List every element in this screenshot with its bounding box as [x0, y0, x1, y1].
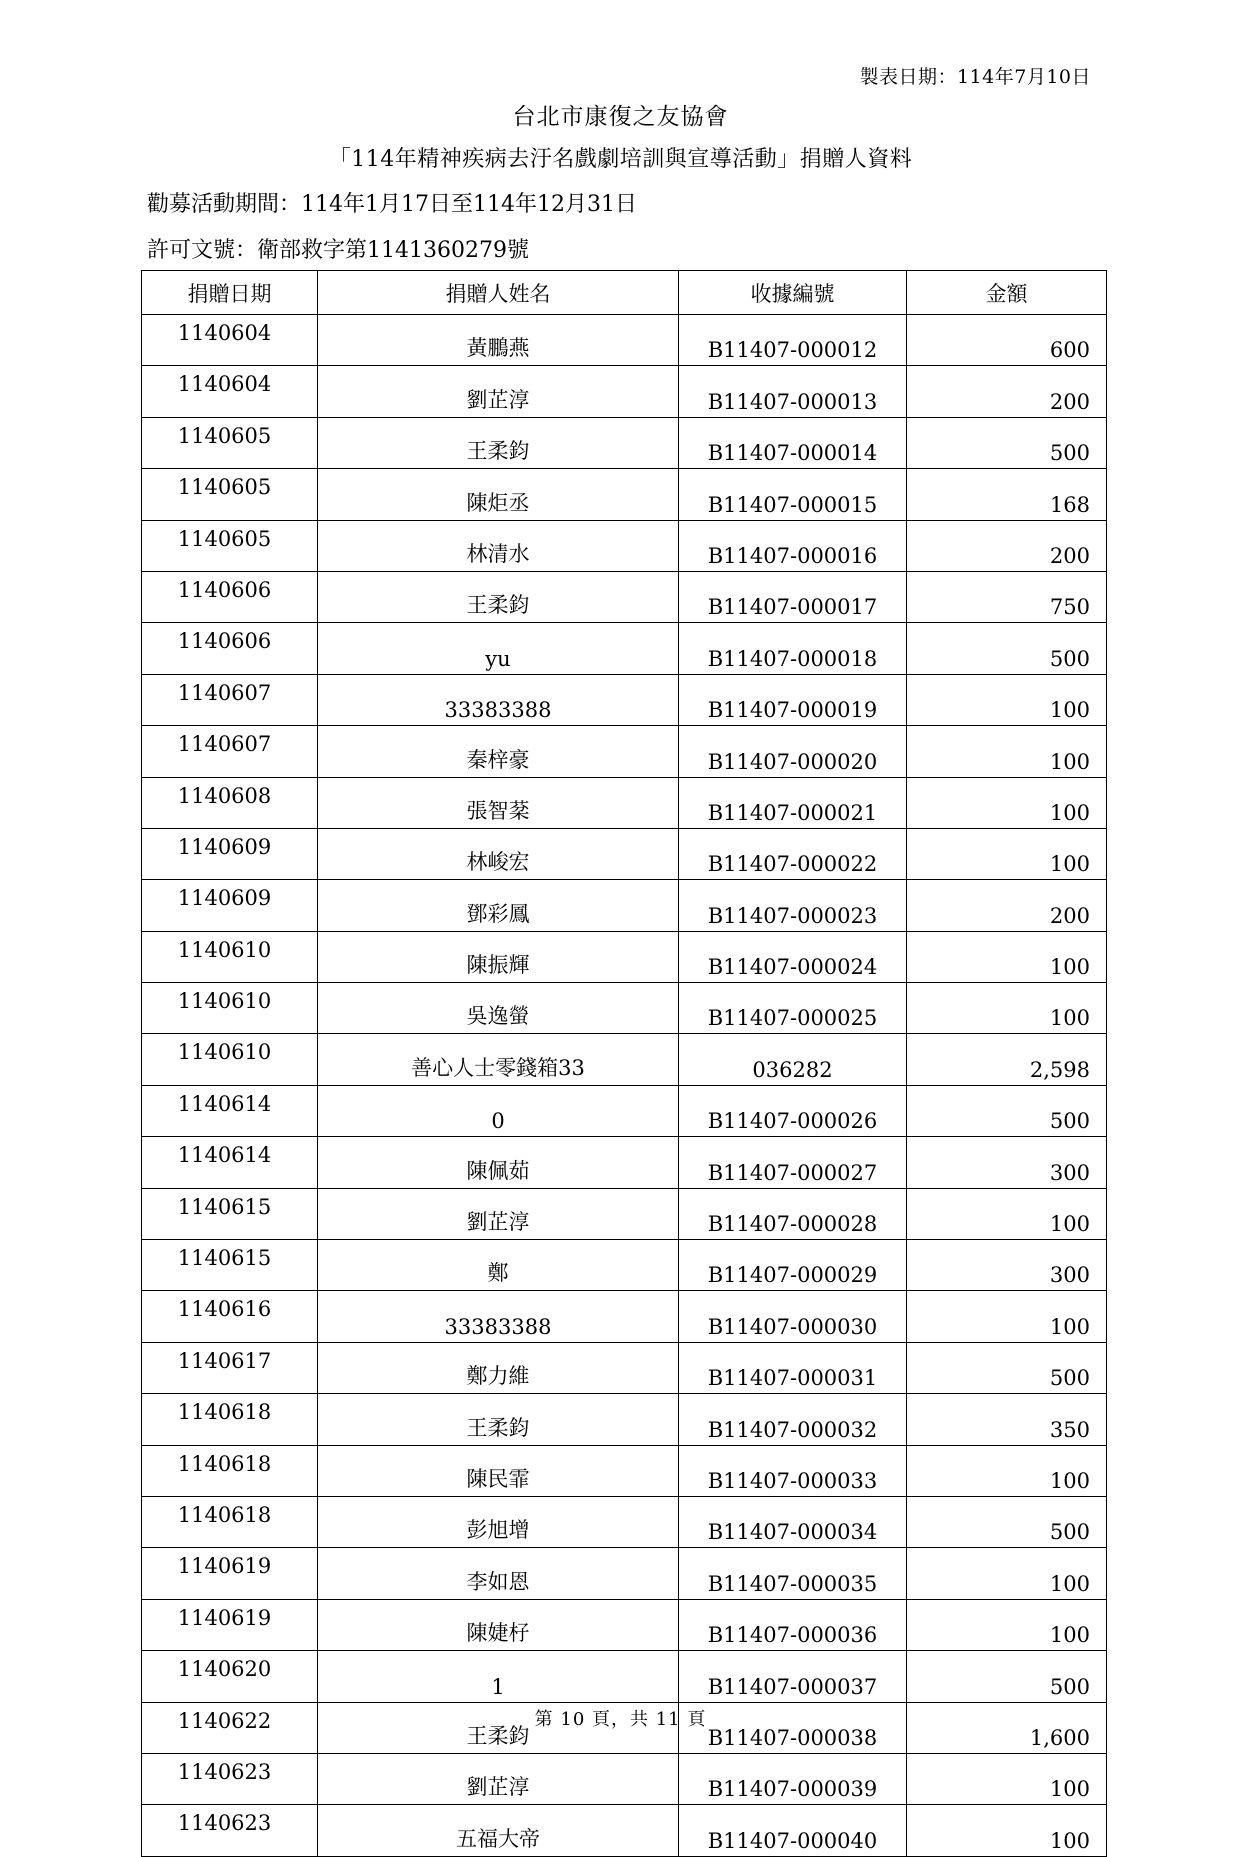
table-row: [142, 417, 1107, 468]
cell-donor-name: 1: [318, 1651, 679, 1702]
cell-amount: 350: [907, 1394, 1107, 1445]
cell-amount: 200: [907, 366, 1107, 417]
table-row: [142, 1342, 1107, 1393]
cell-date: 1140605: [142, 520, 318, 571]
cell-receipt-number: B11407-000017: [679, 571, 907, 622]
cell-amount: 500: [907, 623, 1107, 674]
cell-date: 1140623: [142, 1753, 318, 1804]
cell-date: 1140614: [142, 1137, 318, 1188]
cell-amount: 500: [907, 1496, 1107, 1547]
cell-donor-name: 黃鵬燕: [318, 315, 679, 366]
cell-date: 1140614: [142, 1085, 318, 1136]
cell-receipt-number: B11407-000037: [679, 1651, 907, 1702]
cell-donor-name: 王柔鈞: [318, 571, 679, 622]
cell-amount: 2,598: [907, 1034, 1107, 1085]
cell-donor-name: 彭旭增: [318, 1496, 679, 1547]
donor-table: [141, 270, 1107, 1857]
cell-date: 1140623: [142, 1805, 318, 1856]
table-row: [142, 469, 1107, 520]
campaign-period: 勸募活動期間：114年1月17日至114年12月31日: [147, 192, 637, 217]
cell-amount: 500: [907, 1085, 1107, 1136]
table-row: [142, 1599, 1107, 1650]
permit-number: 許可文號：衛部救字第1141360279號: [147, 238, 529, 263]
cell-date: 1140610: [142, 931, 318, 982]
cell-amount: 600: [907, 315, 1107, 366]
table-row: [142, 828, 1107, 879]
cell-date: 1140604: [142, 366, 318, 417]
table-row: [142, 1394, 1107, 1445]
cell-receipt-number: B11407-000032: [679, 1394, 907, 1445]
cell-receipt-number: B11407-000012: [679, 315, 907, 366]
table-row: [142, 623, 1107, 674]
cell-donor-name: 陳民霏: [318, 1445, 679, 1496]
cell-donor-name: 鄧彩鳳: [318, 880, 679, 931]
cell-donor-name: 善心人士零錢箱33: [318, 1034, 679, 1085]
table-row: [142, 571, 1107, 622]
cell-donor-name: 劉芷淳: [318, 1188, 679, 1239]
organization-name: 台北市康復之友協會: [512, 104, 729, 130]
cell-receipt-number: B11407-000033: [679, 1445, 907, 1496]
cell-amount: 100: [907, 1188, 1107, 1239]
cell-donor-name: 陳炬丞: [318, 469, 679, 520]
cell-amount: 750: [907, 571, 1107, 622]
cell-amount: 500: [907, 1342, 1107, 1393]
cell-donor-name: 33383388: [318, 674, 679, 725]
cell-receipt-number: B11407-000023: [679, 880, 907, 931]
cell-receipt-number: B11407-000019: [679, 674, 907, 725]
cell-donor-name: 王柔鈞: [318, 1702, 679, 1753]
cell-donor-name: 鄭力維: [318, 1342, 679, 1393]
table-row: [142, 1651, 1107, 1702]
cell-receipt-number: B11407-000036: [679, 1599, 907, 1650]
cell-amount: 500: [907, 1651, 1107, 1702]
column-header-receipt-number: 收據編號: [679, 271, 907, 315]
cell-amount: 300: [907, 1137, 1107, 1188]
cell-amount: 500: [907, 417, 1107, 468]
cell-date: 1140608: [142, 777, 318, 828]
cell-date: 1140615: [142, 1240, 318, 1291]
cell-amount: 100: [907, 777, 1107, 828]
table-row: [142, 931, 1107, 982]
cell-date: 1140609: [142, 828, 318, 879]
cell-receipt-number: B11407-000024: [679, 931, 907, 982]
cell-date: 1140619: [142, 1599, 318, 1650]
cell-date: 1140607: [142, 674, 318, 725]
cell-donor-name: 0: [318, 1085, 679, 1136]
cell-amount: 100: [907, 1291, 1107, 1342]
cell-receipt-number: B11407-000020: [679, 726, 907, 777]
cell-donor-name: 吳逸螢: [318, 983, 679, 1034]
cell-amount: 300: [907, 1240, 1107, 1291]
column-header-donor-name: 捐贈人姓名: [318, 271, 679, 315]
cell-amount: 200: [907, 520, 1107, 571]
cell-donor-name: 李如恩: [318, 1548, 679, 1599]
cell-receipt-number: 036282: [679, 1034, 907, 1085]
cell-receipt-number: B11407-000027: [679, 1137, 907, 1188]
cell-date: 1140618: [142, 1394, 318, 1445]
cell-receipt-number: B11407-000026: [679, 1085, 907, 1136]
cell-receipt-number: B11407-000015: [679, 469, 907, 520]
cell-date: 1140607: [142, 726, 318, 777]
cell-date: 1140616: [142, 1291, 318, 1342]
table-row: [142, 983, 1107, 1034]
cell-donor-name: 劉芷淳: [318, 1753, 679, 1804]
cell-donor-name: 王柔鈞: [318, 1394, 679, 1445]
table-row: [142, 1445, 1107, 1496]
table-row: [142, 1496, 1107, 1547]
table-row: [142, 1034, 1107, 1085]
table-row: [142, 1805, 1107, 1856]
table-row: [142, 777, 1107, 828]
cell-date: 1140606: [142, 571, 318, 622]
cell-receipt-number: B11407-000016: [679, 520, 907, 571]
cell-receipt-number: B11407-000034: [679, 1496, 907, 1547]
cell-date: 1140610: [142, 983, 318, 1034]
cell-donor-name: 張智棻: [318, 777, 679, 828]
cell-amount: 1,600: [907, 1702, 1107, 1753]
cell-donor-name: 鄭: [318, 1240, 679, 1291]
cell-receipt-number: B11407-000039: [679, 1753, 907, 1804]
cell-date: 1140606: [142, 623, 318, 674]
cell-donor-name: 33383388: [318, 1291, 679, 1342]
cell-donor-name: 林峻宏: [318, 828, 679, 879]
report-date: 製表日期：114年7月10日: [859, 66, 1091, 88]
column-header-date: 捐贈日期: [142, 271, 318, 315]
cell-date: 1140610: [142, 1034, 318, 1085]
cell-amount: 100: [907, 828, 1107, 879]
cell-receipt-number: B11407-000038: [679, 1702, 907, 1753]
table-row: [142, 1137, 1107, 1188]
cell-donor-name: 陳佩茹: [318, 1137, 679, 1188]
cell-date: 1140618: [142, 1496, 318, 1547]
table-row: [142, 1291, 1107, 1342]
cell-date: 1140619: [142, 1548, 318, 1599]
cell-date: 1140605: [142, 469, 318, 520]
table-row: [142, 674, 1107, 725]
cell-date: 1140605: [142, 417, 318, 468]
cell-receipt-number: B11407-000030: [679, 1291, 907, 1342]
cell-donor-name: 陳振輝: [318, 931, 679, 982]
cell-amount: 100: [907, 1599, 1107, 1650]
cell-amount: 100: [907, 1805, 1107, 1856]
table-row: [142, 1753, 1107, 1804]
cell-donor-name: 秦梓豪: [318, 726, 679, 777]
cell-receipt-number: B11407-000035: [679, 1548, 907, 1599]
cell-receipt-number: B11407-000040: [679, 1805, 907, 1856]
cell-donor-name: 王柔鈞: [318, 417, 679, 468]
cell-donor-name: 陳婕杍: [318, 1599, 679, 1650]
cell-receipt-number: B11407-000029: [679, 1240, 907, 1291]
table-header-row: [142, 271, 1107, 315]
cell-amount: 100: [907, 1548, 1107, 1599]
cell-amount: 100: [907, 1753, 1107, 1804]
cell-donor-name: yu: [318, 623, 679, 674]
cell-donor-name: 劉芷淳: [318, 366, 679, 417]
cell-date: 1140615: [142, 1188, 318, 1239]
column-header-amount: 金額: [907, 271, 1107, 315]
cell-donor-name: 五福大帝: [318, 1805, 679, 1856]
page-number: 第 10 頁，共 11 頁: [534, 1709, 707, 1730]
cell-amount: 100: [907, 726, 1107, 777]
cell-donor-name: 林清水: [318, 520, 679, 571]
cell-receipt-number: B11407-000028: [679, 1188, 907, 1239]
table-row: [142, 520, 1107, 571]
cell-receipt-number: B11407-000031: [679, 1342, 907, 1393]
cell-receipt-number: B11407-000014: [679, 417, 907, 468]
cell-receipt-number: B11407-000018: [679, 623, 907, 674]
cell-date: 1140620: [142, 1651, 318, 1702]
table-row: [142, 1085, 1107, 1136]
cell-amount: 200: [907, 880, 1107, 931]
cell-receipt-number: B11407-000025: [679, 983, 907, 1034]
cell-receipt-number: B11407-000021: [679, 777, 907, 828]
table-row: [142, 1240, 1107, 1291]
cell-date: 1140618: [142, 1445, 318, 1496]
table-row: [142, 315, 1107, 366]
table-row: [142, 726, 1107, 777]
cell-date: 1140622: [142, 1702, 318, 1753]
cell-amount: 168: [907, 469, 1107, 520]
table-row: [142, 1188, 1107, 1239]
cell-date: 1140604: [142, 315, 318, 366]
cell-receipt-number: B11407-000013: [679, 366, 907, 417]
cell-amount: 100: [907, 931, 1107, 982]
table-row: [142, 880, 1107, 931]
cell-receipt-number: B11407-000022: [679, 828, 907, 879]
cell-date: 1140609: [142, 880, 318, 931]
cell-amount: 100: [907, 1445, 1107, 1496]
cell-amount: 100: [907, 983, 1107, 1034]
table-row: [142, 366, 1107, 417]
cell-amount: 100: [907, 674, 1107, 725]
document-title: 「114年精神疾病去汙名戲劇培訓與宣導活動」捐贈人資料: [328, 147, 913, 172]
cell-date: 1140617: [142, 1342, 318, 1393]
table-row: [142, 1548, 1107, 1599]
